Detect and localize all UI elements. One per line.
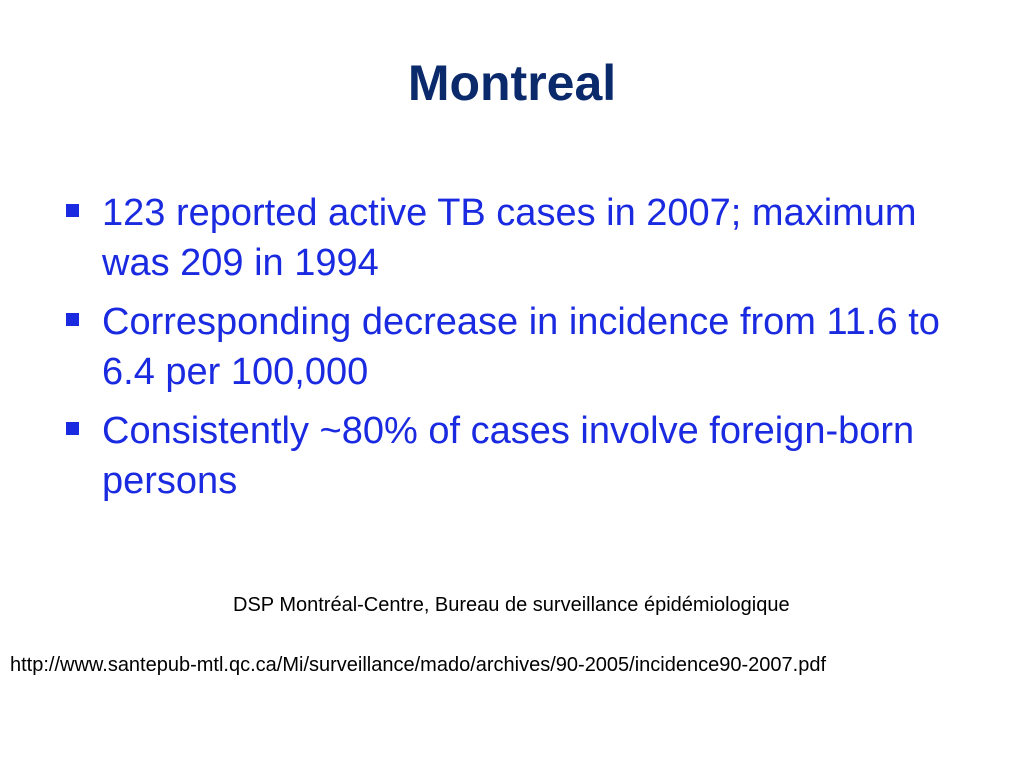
bullet-text: 123 reported active TB cases in 2007; maximum was 209 in 1994: [102, 192, 917, 284]
square-bullet-icon: [66, 313, 79, 326]
bullet-text: Consistently ~80% of cases involve foreign-born persons: [102, 410, 915, 502]
source-url: http://www.santepub-mtl.qc.ca/Mi/surveillance/mado/archives/90-2005/incidence90-2007.pdf: [10, 654, 826, 676]
bullet-list: [62, 188, 982, 515]
bullet-text: Corresponding decrease in incidence from 11.6 to 6.4 per 100,000: [102, 301, 940, 393]
bullet-item: [62, 297, 982, 397]
source-citation: DSP Montréal-Centre, Bureau de surveillance épidémiologique: [233, 594, 790, 616]
square-bullet-icon: [66, 204, 79, 217]
bullet-item: [62, 188, 982, 288]
square-bullet-icon: [66, 422, 79, 435]
slide-title: Montreal: [407, 55, 617, 111]
bullet-item: [62, 406, 982, 506]
